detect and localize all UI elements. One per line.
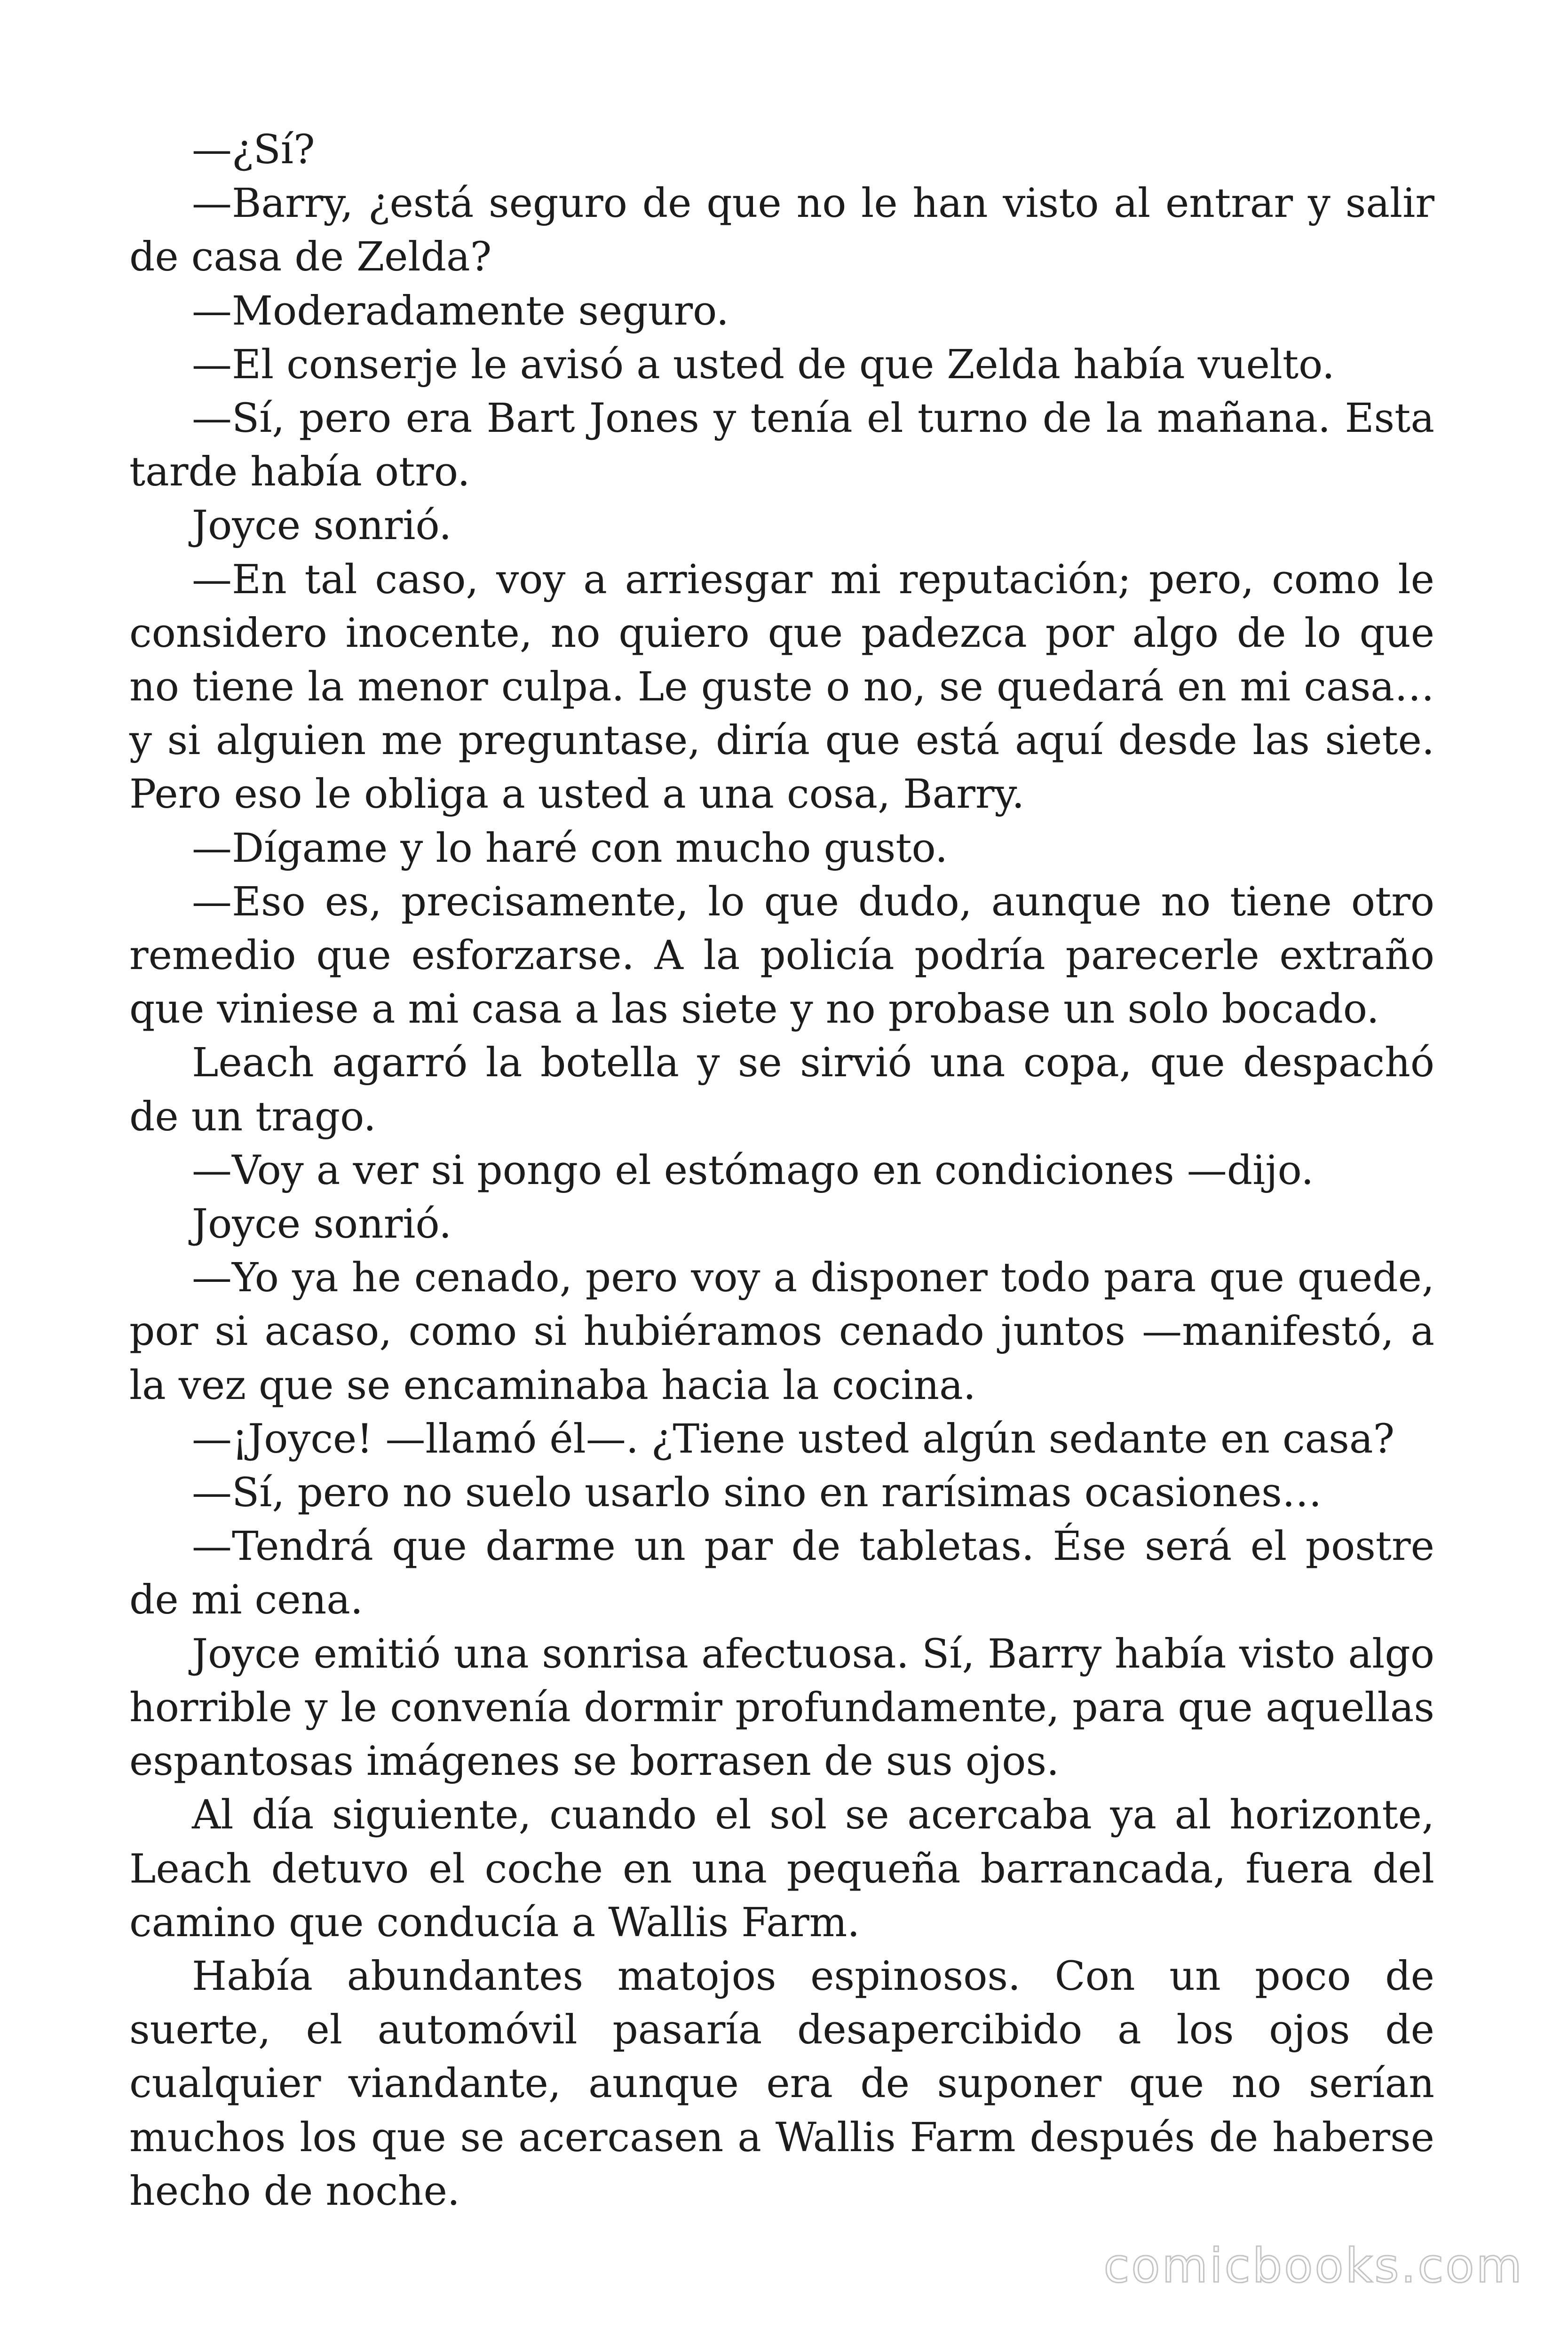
paragraph: —Sí, pero no suelo usarlo sino en rarísimas ocasiones… <box>192 1470 1322 1517</box>
paragraph: Al día siguiente, cuando el sol se acercaba ya al horizonte, Leach detuvo el coche en una pequeña barrancada, fuera del camino que conducía a Wallis Farm. <box>129 1792 1434 1946</box>
watermark-text: comicbooks.com <box>1103 2238 1524 2293</box>
paragraph: Joyce sonrió. <box>192 502 452 549</box>
paragraph: —Moderadamente seguro. <box>192 287 729 334</box>
paragraph: —El conserje le avisó a usted de que Zelda había vuelto. <box>192 341 1335 388</box>
paragraph: —Dígame y lo haré con mucho gusto. <box>192 825 948 872</box>
paragraph: Joyce emitió una sonrisa afectuosa. Sí, Barry había visto algo horrible y le convenía dormir profundamente, para que aquellas espantosas imágenes se borrasen de sus ojos. <box>129 1630 1434 1785</box>
paragraph: —Tendrá que darme un par de tabletas. Ése será el postre de mi cena. <box>129 1523 1434 1624</box>
paragraph: —Sí, pero era Bart Jones y tenía el turno de la mañana. Esta tarde había otro. <box>129 395 1434 496</box>
paragraph: —Yo ya he cenado, pero voy a disponer todo para que quede, por si acaso, como si hubiéramos cenado juntos —manifestó, a la vez que se encaminaba hacia la cocina. <box>129 1255 1434 1409</box>
paragraph: —¡Joyce! —llamó él—. ¿Tiene usted algún sedante en casa? <box>192 1415 1395 1462</box>
body-text <box>129 123 1434 2218</box>
paragraph: Leach agarró la botella y se sirvió una copa, que despachó de un trago. <box>129 1040 1434 1140</box>
paragraph: —Voy a ver si pongo el estómago en condiciones —dijo. <box>192 1147 1314 1194</box>
paragraph: —¿Sí? <box>192 127 315 173</box>
paragraph: Joyce sonrió. <box>192 1201 452 1248</box>
paragraph: —En tal caso, voy a arriesgar mi reputación; pero, como le considero inocente, no quiero que padezca por algo de lo que no tiene la menor culpa. Le guste o no, se quedará en mi casa… y si alguien me preguntase, diría que está aquí desde las siete. Pero eso le obliga a usted a una cosa, Barry. <box>129 556 1434 818</box>
paragraph: —Eso es, precisamente, lo que dudo, aunque no tiene otro remedio que esforzarse. A la policía podría parecerle extraño que viniese a mi casa a las siete y no probase un solo bocado. <box>129 878 1434 1033</box>
paragraph: —Barry, ¿está seguro de que no le han visto al entrar y salir de casa de Zelda? <box>129 180 1434 281</box>
paragraph: Había abundantes matojos espinosos. Con un poco de suerte, el automóvil pasaría desapercibido a los ojos de cualquier viandante, aunque era de suponer que no serían muchos los que se acercasen a Wallis Farm después de haberse hecho de noche. <box>129 1953 1434 2215</box>
